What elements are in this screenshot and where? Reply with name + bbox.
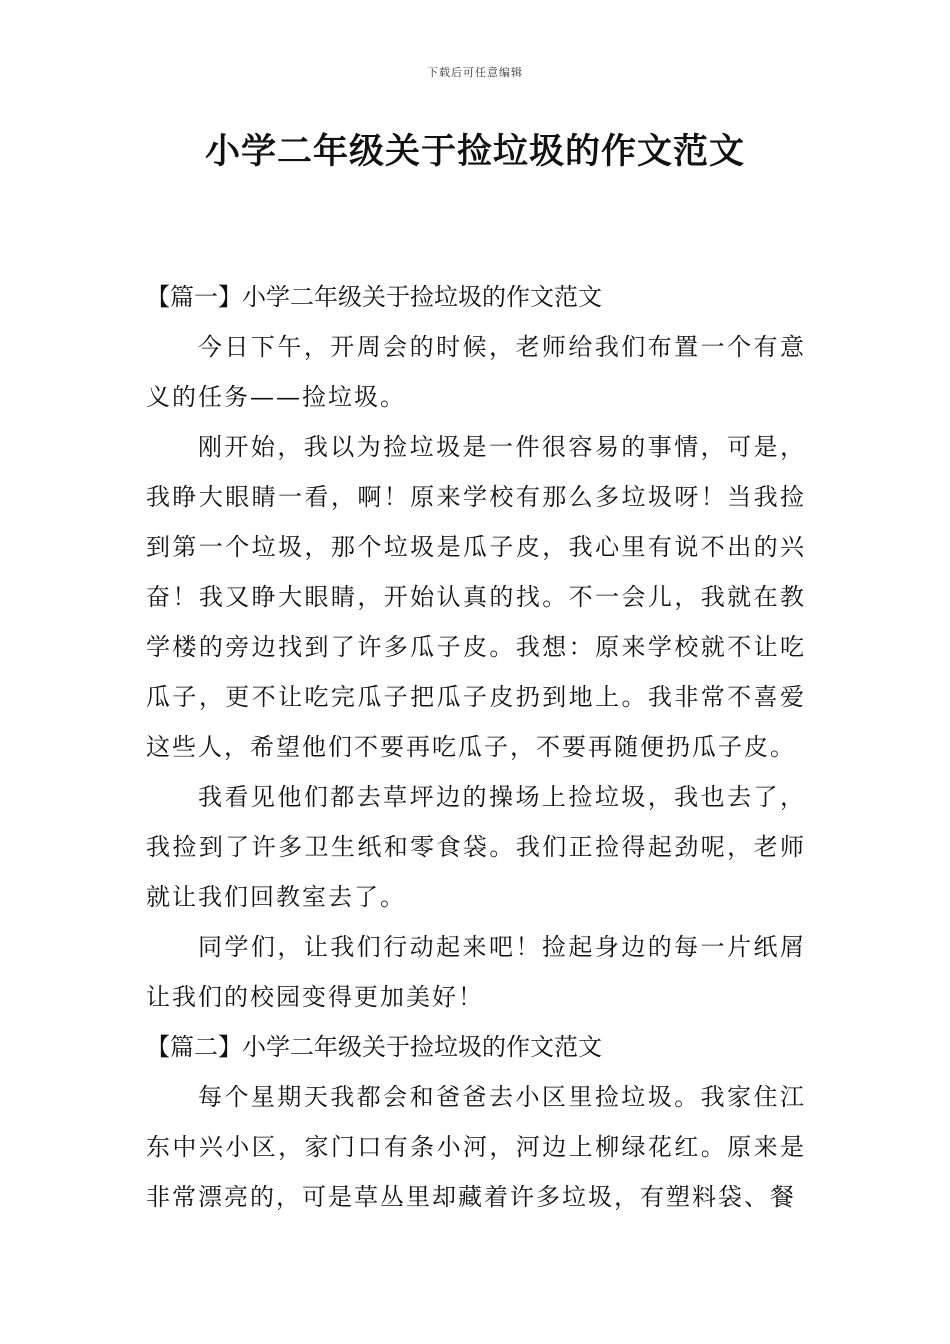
section-heading-2: 【篇二】小学二年级关于捡垃圾的作文范文 [146,1033,602,1061]
document-body [146,272,806,1222]
paragraph: 我看见他们都去草坪边的操场上捡垃圾，我也去了，我捡到了许多卫生纸和零食袋。我们正捡得起劲呢，老师就让我们回教室去了。 [146,783,806,911]
document-title: 小学二年级关于捡垃圾的作文范文 [204,131,745,172]
paragraph: 刚开始，我以为捡垃圾是一件很容易的事情，可是，我睁大眼睛一看，啊！原来学校有那么多垃圾呀！当我捡到第一个垃圾，那个垃圾是瓜子皮，我心里有说不出的兴奋！我又睁大眼睛，开始认真的找。不一会儿，我就在教学楼的旁边找到了许多瓜子皮。我想：原来学校就不让吃瓜子，更不让吃完瓜子把瓜子皮扔到地上。我非常不喜爱这些人，希望他们不要再吃瓜子，不要再随便扔瓜子皮。 [146,433,806,761]
paragraph: 今日下午，开周会的时候，老师给我们布置一个有意义的任务——捡垃圾。 [146,333,806,411]
header-note: 下载后可任意编辑 [427,66,523,79]
section-heading-1: 【篇一】小学二年级关于捡垃圾的作文范文 [146,283,602,311]
paragraph: 同学们，让我们行动起来吧！捡起身边的每一片纸屑让我们的校园变得更加美好！ [146,933,806,1011]
paragraph: 每个星期天我都会和爸爸去小区里捡垃圾。我家住江东中兴小区，家门口有条小河，河边上柳绿花红。原来是非常漂亮的，可是草丛里却藏着许多垃圾，有塑料袋、餐 [146,1083,806,1211]
